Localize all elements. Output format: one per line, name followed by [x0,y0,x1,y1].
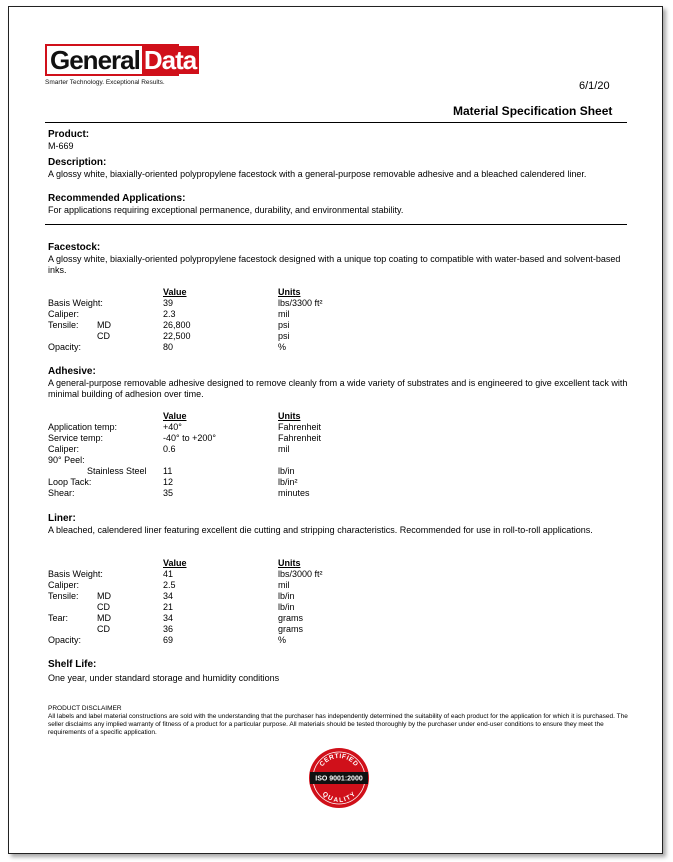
logo-tagline: Smarter Technology. Exceptional Results. [45,79,165,86]
row-unit: lb/in [278,602,295,612]
row-unit: lb/in [278,466,295,476]
row-label: Loop Tack: [48,477,92,487]
row-sub-label: MD [97,613,111,623]
row-unit: minutes [278,488,310,498]
facestock-section [48,242,628,276]
row-label: Tear: [48,613,69,623]
row-value: 36 [163,624,174,634]
row-unit: Fahrenheit [278,422,322,432]
row-value: 34 [163,613,174,623]
liner-text: A bleached, calendered liner featuring excellent die cutting and stripping characteristics. Recommended for use in roll-to-roll applications. [48,525,593,535]
facestock-text: A glossy white, biaxially-oriented polypropylene facestock designed with a unique top coating to compatible with water-based and solvent-based inks. [48,254,621,275]
shelf-life-text: One year, under standard storage and humidity conditions [48,673,280,683]
document-title: Material Specification Sheet [453,104,613,118]
product-disclaimer [48,705,628,737]
row-sub-label: CD [97,602,110,612]
disclaimer-heading: PRODUCT DISCLAIMER [48,705,122,712]
units-column-header: Units [278,411,301,421]
row-value: 11 [163,466,173,476]
description-text: A glossy white, biaxially-oriented polypropylene facestock with a general-purpose removable adhesive and a bleached calendered liner. [48,169,587,179]
shelf-life-section [48,659,628,684]
row-value: 80 [163,342,174,352]
row-unit: % [278,635,287,645]
shelf-life-heading: Shelf Life: [48,659,97,670]
disclaimer-text: All labels and label material constructions are sold with the understanding that the purchaser has independently determined the suitability of each product for the application for which it is purchased. The seller disclaims any implied warranty of fitness of a product for a particular purpose. All materials should be tested thoroughly by the purchaser under end-user conditions to ensure they meet the requirements of a specific application. [48,713,628,736]
row-value: 34 [163,591,174,601]
row-unit: psi [278,320,290,330]
product-code: M-669 [48,141,74,151]
row-value: 21 [163,602,174,612]
row-unit: lbs/3000 ft² [278,569,323,579]
row-label: Tensile: [48,591,79,601]
row-unit: % [278,342,287,352]
liner-heading: Liner: [48,513,76,524]
row-value: 35 [163,488,174,498]
seal-top-text: CERTIFIED [318,752,360,769]
spec-sheet-page [8,6,663,854]
row-unit: mil [278,309,290,319]
row-value: 41 [163,569,174,579]
row-sub-label: MD [97,320,111,330]
value-column-header: Value [163,411,187,421]
row-value: 22,500 [163,331,191,341]
row-label: Caliper: [48,309,80,319]
adhesive-text: A general-purpose removable adhesive designed to remove cleanly from a wide variety of substrates and is engineered to give excellent tack with minimal building of adhesion over time. [48,378,628,399]
row-label: 90° Peel: [48,455,85,465]
units-column-header: Units [278,558,301,568]
row-sub-label: CD [97,331,110,341]
row-value: 39 [163,298,174,308]
section-divider [45,224,627,225]
row-sub-label: MD [97,591,111,601]
row-label: Opacity: [48,342,82,352]
row-value: +40° [163,422,182,432]
row-label: Application temp: [48,422,118,432]
row-label: Caliper: [48,444,80,454]
iso-certified-seal-icon [308,747,370,809]
product-heading: Product: [48,129,90,140]
row-unit: mil [278,444,290,454]
description-section [48,157,628,180]
row-label: Basis Weight: [48,298,103,308]
value-column-header: Value [163,558,187,568]
units-column-header: Units [278,287,301,297]
row-label: Basis Weight: [48,569,103,579]
company-logo [45,44,197,86]
row-unit: mil [278,580,290,590]
applications-text: For applications requiring exceptional permanence, durability, and environmental stability. [48,205,404,215]
logo-data-text: Data [142,46,199,74]
row-value: -40° to +200° [163,433,216,443]
row-unit: lb/in² [278,477,298,487]
row-value: 69 [163,635,174,645]
row-value: 12 [163,477,174,487]
applications-section [48,193,628,216]
seal-middle-text: ISO 9001:2000 [315,775,363,783]
document-date: 6/1/20 [579,80,610,92]
applications-heading: Recommended Applications: [48,193,186,204]
adhesive-section [48,366,628,400]
row-unit: grams [278,624,304,634]
facestock-heading: Facestock: [48,242,101,253]
seal-bottom-text: QUALITY [320,790,358,805]
value-column-header: Value [163,287,187,297]
row-unit: psi [278,331,290,341]
row-label: Shear: [48,488,75,498]
row-label: Tensile: [48,320,79,330]
row-label: Stainless Steel [87,466,147,476]
logo-general-text: General [47,46,142,74]
liner-section [48,513,628,536]
row-value: 26,800 [163,320,191,330]
row-value: 2.3 [163,309,176,319]
row-unit: lb/in [278,591,295,601]
row-sub-label: CD [97,624,110,634]
row-label: Caliper: [48,580,80,590]
row-unit: Fahrenheit [278,433,322,443]
product-section [48,129,628,152]
header-divider [45,122,627,123]
row-value: 0.6 [163,444,176,454]
row-label: Service temp: [48,433,104,443]
row-unit: lbs/3300 ft² [278,298,323,308]
row-label: Opacity: [48,635,82,645]
description-heading: Description: [48,157,107,168]
row-unit: grams [278,613,304,623]
row-value: 2.5 [163,580,176,590]
logo-wordmark [45,44,197,76]
adhesive-heading: Adhesive: [48,366,96,377]
